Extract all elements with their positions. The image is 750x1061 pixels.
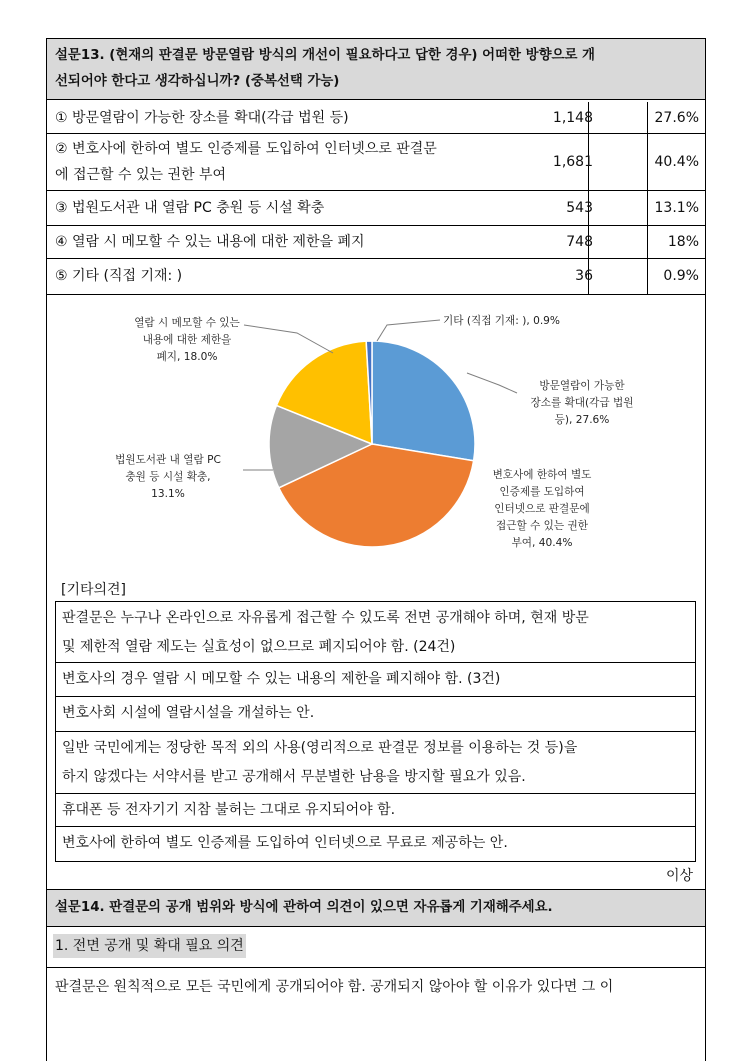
opinion-box-5 xyxy=(55,794,696,827)
option-5-count: 36 xyxy=(575,268,593,284)
question-14-header xyxy=(47,889,705,927)
other-opinions-title: [기타의견] xyxy=(61,582,127,598)
label-facility-line2: 충원 등 시설 확충, xyxy=(125,471,211,483)
section-1-title: 1. 전면 공개 및 확대 필요 의견 xyxy=(53,934,246,958)
question-14-title: 설문14. 판결문의 공개 범위와 방식에 관하여 의견이 있으면 자유롭게 기재해주세요. xyxy=(55,900,553,915)
option-row-3 xyxy=(47,191,705,226)
option-4-text: ④ 열람 시 메모할 수 있는 내용에 대한 제한을 폐지 xyxy=(55,234,365,250)
opinion-box-2 xyxy=(55,663,696,697)
opinion-4-line2: 하지 않겠다는 서약서를 받고 공개해서 무분별한 남용을 방지할 필요가 있음. xyxy=(62,769,526,785)
option-2-percent: 40.4% xyxy=(654,154,699,170)
label-other xyxy=(443,313,560,330)
label-lawyer-line5: 부여, 40.4% xyxy=(511,537,573,549)
survey-page-frame xyxy=(46,38,706,1061)
label-expand-line3: 등), 27.6% xyxy=(554,414,610,426)
option-3-percent: 13.1% xyxy=(654,200,699,216)
slice-expand-locations xyxy=(372,341,475,461)
option-2-count: 1,681 xyxy=(552,154,593,170)
opinion-1-line1: 판결문은 누구나 온라인으로 자유롭게 접근할 수 있도록 전면 공개해야 하며, 현재 방문 xyxy=(62,610,589,626)
opinion-6-line1: 변호사에 한하여 별도 인증제를 도입하여 인터넷으로 무료로 제공하는 안. xyxy=(62,835,508,851)
option-row-1 xyxy=(47,102,705,134)
opinion-3-line1: 변호사회 시설에 열람시설을 개설하는 안. xyxy=(62,705,315,721)
option-4-percent: 18% xyxy=(667,234,699,250)
leader-line-memo xyxy=(244,325,333,353)
label-other-line1: 기타 (직접 기재: ), 0.9% xyxy=(443,315,560,327)
option-2-text-line2: 에 접근할 수 있는 권한 부여 xyxy=(55,167,227,183)
end-label: 이상 xyxy=(665,868,693,884)
opinion-box-3 xyxy=(55,697,696,732)
option-row-2 xyxy=(47,134,705,191)
pie-chart-area xyxy=(47,305,705,577)
label-lawyer-line4: 접근할 수 있는 권한 xyxy=(496,520,588,532)
label-facility-line3: 13.1% xyxy=(151,488,185,500)
label-memo-line2: 내용에 대한 제한을 xyxy=(142,334,232,346)
option-1-percent: 27.6% xyxy=(654,110,699,126)
question-13-title-line1: 설문13. (현재의 판결문 방문열람 방식의 개선이 필요하다고 답한 경우) 어떠한 방향으로 개 xyxy=(55,48,595,63)
opinion-box-4 xyxy=(55,732,696,794)
label-facility-line1: 법원도서관 내 열람 PC xyxy=(115,454,221,466)
label-lawyer-line2: 인증제를 도입하여 xyxy=(499,486,585,498)
opinion-2-line1: 변호사의 경우 열람 시 메모할 수 있는 내용의 제한을 폐지해야 함. (3건) xyxy=(62,671,501,687)
option-1-count: 1,148 xyxy=(552,110,593,126)
leader-line-other xyxy=(377,320,440,341)
label-expand-line1: 방문열람이 가능한 xyxy=(539,380,625,392)
option-row-5 xyxy=(47,259,705,295)
leader-line-expand xyxy=(467,373,517,393)
option-2-text xyxy=(55,136,585,188)
opinion-box-1 xyxy=(55,601,696,663)
option-4-count: 748 xyxy=(566,234,593,250)
label-memo-line3: 폐지, 18.0% xyxy=(156,351,218,363)
label-lawyer-line1: 변호사에 한하여 별도 xyxy=(492,469,592,481)
label-lawyer-access xyxy=(477,467,607,552)
label-expand-line2: 장소를 확대(각급 법원 xyxy=(530,397,634,409)
label-memo-line1: 열람 시 메모할 수 있는 xyxy=(134,317,240,329)
label-expand-locations xyxy=(513,378,651,429)
label-lawyer-line3: 인터넷으로 판결문에 xyxy=(494,503,590,515)
section-1-header xyxy=(47,926,705,968)
opinion-1-line2: 및 제한적 열람 제도는 실효성이 없으므로 폐지되어야 함. (24건) xyxy=(62,639,456,655)
label-memo-restriction xyxy=(117,315,257,366)
opinion-box-6 xyxy=(55,827,696,862)
question-13-header xyxy=(47,39,705,100)
option-2-text-line1: ② 변호사에 한하여 별도 인증제를 도입하여 인터넷으로 판결문 xyxy=(55,141,437,157)
option-3-count: 543 xyxy=(566,200,593,216)
opinion-5-line1: 휴대폰 등 전자기기 지참 불허는 그대로 유지되어야 함. xyxy=(62,802,396,818)
option-5-text: ⑤ 기타 (직접 기재: ) xyxy=(55,268,183,284)
option-1-text: ① 방문열람이 가능한 장소를 확대(각급 법원 등) xyxy=(55,110,349,126)
option-5-percent: 0.9% xyxy=(663,268,699,284)
opinion-4-line1: 일반 국민에게는 정당한 목적 외의 사용(영리적으로 판결문 정보를 이용하는 것 등)을 xyxy=(62,740,578,756)
question-13-title-line2: 선되어야 한다고 생각하십니까? (중복선택 가능) xyxy=(55,74,340,89)
label-facility-expansion xyxy=(93,452,243,503)
option-row-4 xyxy=(47,226,705,259)
section-1-body: 판결문은 원칙적으로 모든 국민에게 공개되어야 함. 공개되지 않아야 할 이유가 있다면 그 이 xyxy=(55,979,614,995)
option-3-text: ③ 법원도서관 내 열람 PC 충원 등 시설 확충 xyxy=(55,200,325,216)
